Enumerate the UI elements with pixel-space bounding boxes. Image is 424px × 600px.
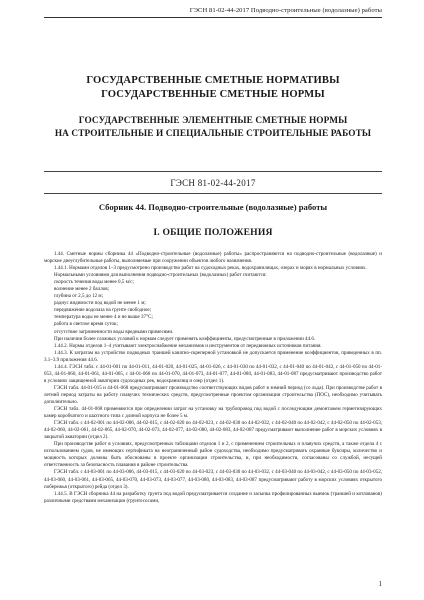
page-number: 1 (378, 580, 382, 588)
condition-item: температура воды не менее 4 и не выше 37°С; (54, 314, 153, 321)
paragraph: 1.44.4. ГЭСН табл. с 44-01-001 по 44-01-011, 44-01-020, 44-01-025, 44-01-026, с 44-01-030 по 44-01-032, с 44-01-040 по 44-01-042, с 44-01-050 по 44-01-053, 44-01-060, 44-01-061, 44-01-065, с 44-01-068 по 44-01-070, 44-01-073, 44-01-077, 44-01-080, 44-01-083, 44-01-087 предусматривают производство работ в условиях защищенной акватории судоходных рек, водохранилищ и озер (отдел 1). (44, 363, 382, 384)
paragraph: 1.44. Сметные нормы сборника 44 «Подводно-строительные (водолазные) работы» распространяются на подводно-строительные (водолазные) и морские днеуглубительные работы, выполняемые при сооружении объектов любого назначения. (44, 251, 382, 265)
condition-item: глубина от 2,5 до 12 м; (54, 293, 104, 300)
document-code: ГЭСН 81-02-44-2017 (170, 178, 256, 188)
subtitle-line-1: ГОСУДАРСТВЕННЫЕ ЭЛЕМЕНТНЫЕ СМЕТНЫЕ НОРМЫ (78, 116, 348, 126)
paragraph: 1.44.3. К затратам на устройство подводных траншей канатно-скреперной установкой не допускается применение коэффициентов, приведенных в пп. 3.1–3.9 приложения 44.6. (44, 349, 382, 363)
header-rule (44, 17, 382, 18)
paragraph: Нормальными условиями для выполнения подводно-строительных (водолазных) работ считаются: (54, 272, 267, 279)
paragraph: При наличии более сложных условий к нормам следует применять коэффициенты, предусмотренные в приложении 44.6. (54, 335, 316, 342)
section-heading: I. ОБЩИЕ ПОЛОЖЕНИЯ (153, 227, 273, 238)
rule-above-code (44, 171, 382, 172)
paragraph: 1.44.2. Нормы отделов 1–4 учитывают электроснабжение механизмов и инструментов от передвижных источников питания. (54, 342, 322, 349)
paragraph: ГЭСН табл. 44-01-015 и 44-01-068 предусматривают производство соответствующих видов работ в зимний период (со льда). При производстве работ в летний период затраты на работу плавучих технических средств, предусмотренные проектом организации строительства (ПОС), необходимо учитывать дополнительно. (44, 384, 382, 405)
paragraph: При производстве работ в условиях, предусмотренных таблицами отделов 1 и 2, с применением строительных и плавучих средств, а также отдела 4 с использованием судов, не имеющих сертификата на неограниченный район судоходства, необходимо предусматривать охранные буксиры, количество и мощность которых должны быть обоснованы в проекте организации строительства, и, при необходимости, согласованы со службой, несущей ответственность за безопасность плавания в районе строительства. (44, 441, 382, 469)
paragraph: ГЭСН табл. с 44-02-001 по 44-02-006, 44-02-015, с 44-02-020 по 44-02-023, с 44-02-030 по 44-02-032, с 44-02-040 по 44-02-042, с 44-02-050 по 44-02-053, 44-02-060, 44-02-061, 44-02-065, 44-02-070, 44-02-073, 44-02-077, 44-02-080, 44-02-083, 44-02-087 предусматривают выполнение работ в морских условиях в закрытой акватории (отдел 2). (44, 420, 382, 441)
condition-item: волнение менее 2 баллов; (54, 286, 110, 293)
condition-item: скорость течения воды менее 0,5 м/с; (54, 279, 134, 286)
condition-item: работа в светлое время суток; (54, 321, 118, 328)
title-line-2: ГОСУДАРСТВЕННЫЕ СМЕТНЫЕ НОРМЫ (101, 89, 325, 100)
paragraph: ГЭСН табл. 44-01-068 применяются при определении затрат на установку на трубопровод под водой с последующим демонтажем герметизирующих камер коробчатого и шахтного типа с длиной корпуса не более 5 м. (44, 406, 382, 420)
subtitle-line-2: НА СТРОИТЕЛЬНЫЕ И СПЕЦИАЛЬНЫЕ СТРОИТЕЛЬНЫЕ РАБОТЫ (54, 129, 372, 139)
title-line-1: ГОСУДАРСТВЕННЫЕ СМЕТНЫЕ НОРМАТИВЫ (86, 75, 340, 86)
condition-item: передвижение водолаза на грунте свободное; (54, 307, 152, 314)
collection-title: Сборник 44. Подводно-строительные (водолазные) работы (98, 202, 328, 212)
paragraph: ГЭСН табл. с 44-03-001 по 44-03-006, 44-03-015, с 44-03-020 по 44-03-023, с 44-03-030 по 44-03-032, с 44-03-040 по 44-03-042, с 44-03-050 по 44-03-052, 44-03-060, 44-03-061, 44-03-065, 44-03-070, 44-03-073, 44-03-077, 44-03-080, 44-03-083, 44-03-087 предусматривают работу в морских условиях открытого побережья (открытого) рейда (отдел 3). (44, 469, 382, 490)
condition-item: радиус видимости под водой не менее 1 м; (54, 300, 146, 307)
condition-item: отсутствие загрязненности воды вредными примесями. (54, 328, 174, 335)
paragraph: 1.44.5. В ГЭСН сборника 44 на разработку грунта под водой предусматривается создание и засыпка профилированных выемок (траншей и котлованов) различными средствами механизации (грунтососами, (44, 490, 382, 504)
running-header: ГЭСН 81-02-44-2017 Подводно-строительные (водолазные) работы (189, 7, 382, 14)
paragraph: 1.44.1. Нормами отделов 1–3 предусмотрено производство работ на судоходных реках, водохранилищах, озерах и морях в нормальных условиях. (54, 265, 367, 272)
rule-below-code (44, 193, 382, 194)
body-text (44, 251, 382, 505)
